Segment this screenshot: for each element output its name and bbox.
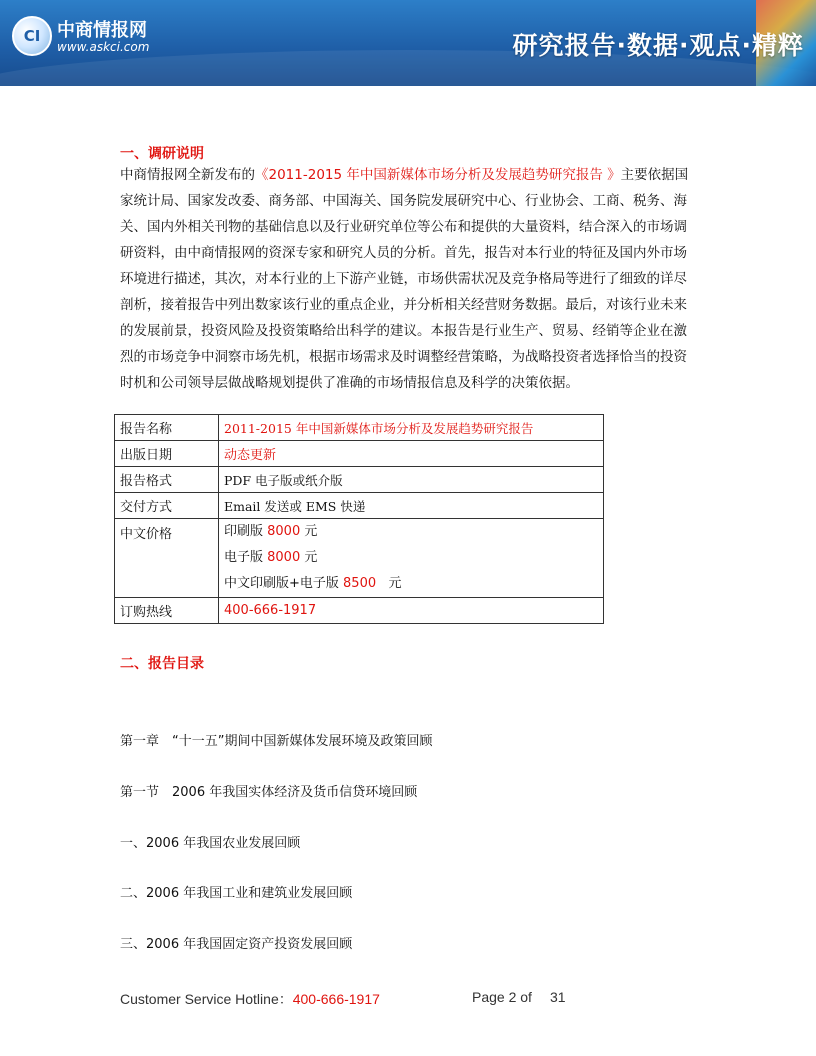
delivery-method-label: 交付方式 (115, 493, 219, 519)
table-row (115, 493, 604, 519)
price-amount: 8500 (343, 576, 377, 591)
logo-name: 中商情报网 (57, 20, 147, 41)
logo-url[interactable]: www.askci.com (57, 40, 150, 54)
hotline-value[interactable]: 400-666-1917 (219, 598, 604, 624)
table-row (115, 415, 604, 441)
intro-body: 主要依据国家统计局、国家发改委、商务部、中国海关、国务院发展研究中心、行业协会、工商、税务、海关、国内外相关刊物的基础信息以及行业研究单位等公布和提供的大量资料，结合深入的市场调研资料，由中商情报网的资深专家和研究人员的分析。首先，报告对本行业的特征及国内外市场环境进行描述，其次，对本行业的上下游产业链，市场供需状况及竞争格局等进行了细致的详尽剖析，接着报告中列出数家该行业的重点企业，并分析相关经营财务数据。最后，对该行业未来的发展前景，投资风险及投资策略给出科学的建议。本报告是行业生产、贸易、经销等企业在激烈的市场竞争中洞察市场先机，根据市场需求及时调整经营策略，为战略投资者选择恰当的投资时机和公司领导层做战略规划提供了准确的市场情报信息及科学的决策依据。 (120, 167, 689, 391)
price-name: 电子版 (224, 550, 268, 565)
price-line (224, 545, 603, 571)
price-amount: 8000 (267, 524, 301, 539)
report-name-value: 2011-2015 年中国新媒体市场分析及发展趋势研究报告 (219, 415, 604, 441)
price-unit: 元 (300, 550, 318, 565)
report-format-label: 报告格式 (115, 467, 219, 493)
report-title-link[interactable]: 《2011-2015 年中国新媒体市场分析及发展趋势研究报告 》 (255, 167, 621, 183)
price-unit: 元 (376, 576, 402, 591)
price-amount: 8000 (267, 550, 301, 565)
research-description (120, 162, 700, 396)
report-name-label: 报告名称 (115, 415, 219, 441)
report-format-value: PDF 电子版或纸介版 (219, 467, 604, 493)
hotline-label: 订购热线 (115, 598, 219, 624)
table-row (115, 598, 604, 624)
price-name: 印刷版 (224, 524, 268, 539)
page-header-banner (0, 0, 816, 86)
logo-icon (12, 16, 52, 56)
publish-date-value: 动态更新 (219, 441, 604, 467)
price-line (224, 571, 603, 597)
report-info-table (114, 414, 604, 624)
section-title-research: 一、调研说明 (120, 146, 204, 162)
toc-chapter-1[interactable]: 第一章 “十一五”期间中国新媒体发展环境及政策回顾 (120, 734, 433, 749)
table-row (115, 441, 604, 467)
footer-page-label: Page 2 of (472, 989, 532, 1005)
toc-section-1[interactable]: 第一节 2006 年我国实体经济及货币信贷环境回顾 (120, 785, 418, 800)
delivery-method-value: Email 发送或 EMS 快递 (219, 493, 604, 519)
price-list (219, 519, 604, 598)
price-line (224, 519, 603, 545)
table-row (115, 519, 604, 598)
section-title-contents: 二、报告目录 (120, 656, 204, 672)
price-unit: 元 (300, 524, 318, 539)
footer-hotline-number[interactable]: 400-666-1917 (292, 991, 380, 1007)
toc-item-3[interactable]: 三、2006 年我国固定资产投资发展回顾 (120, 937, 353, 952)
logo-icon-text: CI (23, 27, 41, 45)
table-row (115, 467, 604, 493)
footer-page-total: 31 (550, 989, 566, 1005)
footer-hotline-label: Customer Service Hotline： (120, 991, 293, 1007)
price-label: 中文价格 (115, 519, 219, 598)
toc-item-1[interactable]: 一、2006 年我国农业发展回顾 (120, 836, 301, 851)
toc-item-2[interactable]: 二、2006 年我国工业和建筑业发展回顾 (120, 886, 353, 901)
header-slogan: 研究报告·数据·观点·精粹 (512, 31, 804, 60)
intro-prefix: 中商情报网全新发布的 (120, 167, 255, 183)
price-name: 中文印刷版+电子版 (224, 576, 344, 591)
footer-hotline (120, 989, 380, 1009)
publish-date-label: 出版日期 (115, 441, 219, 467)
